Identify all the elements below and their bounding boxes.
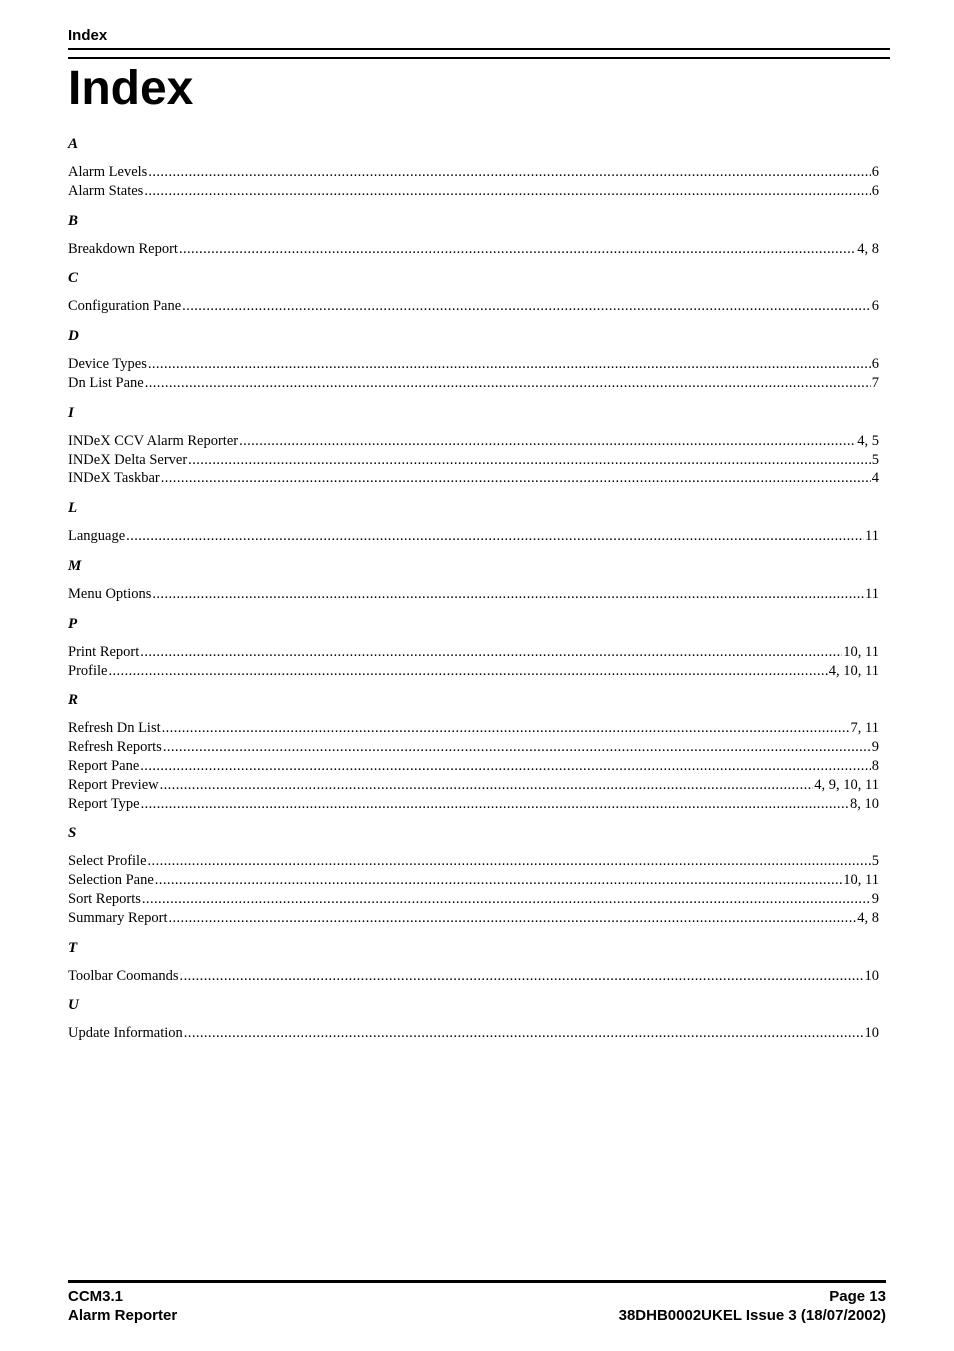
index-entry-pages: 5 <box>871 451 879 468</box>
group-spacer <box>68 258 879 267</box>
index-entry[interactable] <box>68 738 879 757</box>
index-entry-term: Report Pane <box>68 757 140 774</box>
index-entry[interactable] <box>68 240 879 259</box>
index-entry-term: Dn List Pane <box>68 374 144 391</box>
dot-leader <box>144 182 870 201</box>
index-entry-pages: 10, 11 <box>843 872 879 889</box>
dot-leader <box>142 890 871 909</box>
footer-document-ref: 38DHB0002UKEL Issue 3 (18/07/2002) <box>618 1307 886 1324</box>
index-entry-term: Refresh Dn List <box>68 720 161 737</box>
index-entry[interactable] <box>68 757 879 776</box>
dot-leader <box>108 662 827 681</box>
index-entry-pages: 10 <box>864 1025 879 1042</box>
index-entry-pages: 4, 8 <box>857 240 879 257</box>
dot-leader <box>155 871 843 890</box>
index-entry-pages: 5 <box>871 853 879 870</box>
group-spacer <box>68 316 879 325</box>
index-entry-pages: 6 <box>871 298 879 315</box>
index-entry[interactable] <box>68 776 879 795</box>
index-letter-heading: C <box>68 270 79 287</box>
index-entry-term: INDeX Delta Server <box>68 451 188 468</box>
index-entry[interactable] <box>68 297 879 316</box>
group-spacer <box>68 546 879 555</box>
index-entry[interactable] <box>68 909 879 928</box>
index-entry-term: Toolbar Coomands <box>68 967 179 984</box>
index-entry[interactable] <box>68 967 879 986</box>
header-rule <box>68 48 890 50</box>
index-letter-heading: S <box>68 825 77 842</box>
index-letter-heading: U <box>68 997 79 1014</box>
dot-leader <box>152 585 864 604</box>
index-entry[interactable] <box>68 182 879 201</box>
index-entry-pages: 10 <box>864 967 879 984</box>
index-entry[interactable] <box>68 643 879 662</box>
index-entry-pages: 11 <box>865 585 879 602</box>
dot-leader <box>148 852 871 871</box>
index-entry-pages: 9 <box>871 890 879 907</box>
dot-leader <box>161 469 871 488</box>
dot-leader <box>126 527 864 546</box>
index-entry[interactable] <box>68 374 879 393</box>
index-entry-term: Breakdown Report <box>68 240 178 257</box>
dot-leader <box>180 967 864 986</box>
index-entry-term: Configuration Pane <box>68 298 182 315</box>
index-entry-term: Device Types <box>68 356 147 373</box>
dot-leader <box>182 297 871 316</box>
index-entry[interactable] <box>68 852 879 871</box>
group-spacer <box>68 985 879 994</box>
dot-leader <box>179 240 856 259</box>
dot-leader <box>188 451 871 470</box>
index-entry-term: Update Information <box>68 1025 183 1042</box>
index-entry-term: Alarm States <box>68 182 144 199</box>
index-entry-pages: 9 <box>871 739 879 756</box>
dot-leader <box>162 719 850 738</box>
group-spacer <box>68 1043 879 1052</box>
index-entry-term: INDeX Taskbar <box>68 470 160 487</box>
index-entry-term: Language <box>68 528 126 545</box>
index-entry-pages: 6 <box>871 182 879 199</box>
index-entry-term: Report Preview <box>68 776 159 793</box>
index-entry-term: Alarm Levels <box>68 164 148 180</box>
index-entry[interactable] <box>68 527 879 546</box>
index-entry[interactable] <box>68 163 879 182</box>
page-title: Index <box>68 62 194 115</box>
dot-leader <box>148 355 871 374</box>
group-spacer <box>68 680 879 689</box>
index-entry-term: Print Report <box>68 643 140 660</box>
index-entry-pages: 4, 5 <box>857 432 879 449</box>
index-entry-term: Refresh Reports <box>68 739 162 756</box>
footer-rule <box>68 1280 886 1283</box>
index-entry-pages: 4, 10, 11 <box>828 662 879 679</box>
index-entry[interactable] <box>68 432 879 451</box>
footer-product-code: CCM3.1 <box>68 1288 124 1305</box>
dot-leader <box>145 374 871 393</box>
index-entry-pages: 4 <box>871 470 879 487</box>
index-entry-pages: 7, 11 <box>850 720 879 737</box>
index-entry-term: Menu Options <box>68 585 152 602</box>
index-entry[interactable] <box>68 719 879 738</box>
running-header: Index <box>68 27 108 44</box>
index-letter-heading: M <box>68 557 82 574</box>
group-spacer <box>68 393 879 402</box>
index-entry-pages: 4, 8 <box>857 909 879 926</box>
index-entry-pages: 8 <box>871 757 879 774</box>
index-entry-term: INDeX CCV Alarm Reporter <box>68 432 239 449</box>
index-entry-pages: 4, 9, 10, 11 <box>814 776 879 793</box>
group-spacer <box>68 928 879 937</box>
group-spacer <box>68 488 879 497</box>
index-entry[interactable] <box>68 585 879 604</box>
index-entry-term: Profile <box>68 662 108 679</box>
dot-leader <box>140 643 842 662</box>
group-spacer <box>68 201 879 210</box>
index-entry-pages: 6 <box>871 356 879 373</box>
dot-leader <box>141 795 849 814</box>
footer-page-number: Page 13 <box>829 1288 886 1305</box>
index-letter-heading: P <box>68 615 78 632</box>
group-spacer <box>68 813 879 822</box>
dot-leader <box>148 163 870 182</box>
dot-leader <box>168 909 856 928</box>
index-entry-pages: 10, 11 <box>843 643 879 660</box>
index-entry[interactable] <box>68 795 879 814</box>
index-entry-term: Sort Reports <box>68 890 141 907</box>
index-letter-heading: A <box>68 136 79 152</box>
dot-leader <box>140 757 870 776</box>
index-entry[interactable] <box>68 469 879 488</box>
index-entry-term: Select Profile <box>68 853 147 870</box>
index-entry[interactable] <box>68 871 879 890</box>
index-entry[interactable] <box>68 890 879 909</box>
index-letter-heading: T <box>68 939 78 956</box>
group-spacer <box>68 604 879 613</box>
index-entry[interactable] <box>68 451 879 470</box>
index-entry-pages: 11 <box>865 528 879 545</box>
dot-leader <box>163 738 871 757</box>
footer-product-name: Alarm Reporter <box>68 1307 178 1324</box>
index-entry-pages: 6 <box>871 164 879 180</box>
index-entry-pages: 7 <box>871 374 879 391</box>
index-entry-term: Selection Pane <box>68 872 154 889</box>
index-letter-heading: B <box>68 212 79 229</box>
index-entry[interactable] <box>68 662 879 681</box>
header-rule-secondary <box>68 57 890 59</box>
index-entry-term: Summary Report <box>68 909 168 926</box>
index-letter-heading: R <box>68 692 79 709</box>
index-entry-term: Report Type <box>68 795 140 812</box>
index-entry-pages: 8, 10 <box>850 795 879 812</box>
index-list <box>68 135 879 1052</box>
dot-leader <box>160 776 814 795</box>
index-letter-heading: I <box>68 404 74 421</box>
dot-leader <box>239 432 856 451</box>
index-entry[interactable] <box>68 355 879 374</box>
index-letter-heading: L <box>68 500 78 517</box>
index-entry[interactable] <box>68 1024 879 1043</box>
dot-leader <box>184 1024 864 1043</box>
index-letter-heading: D <box>68 328 79 345</box>
